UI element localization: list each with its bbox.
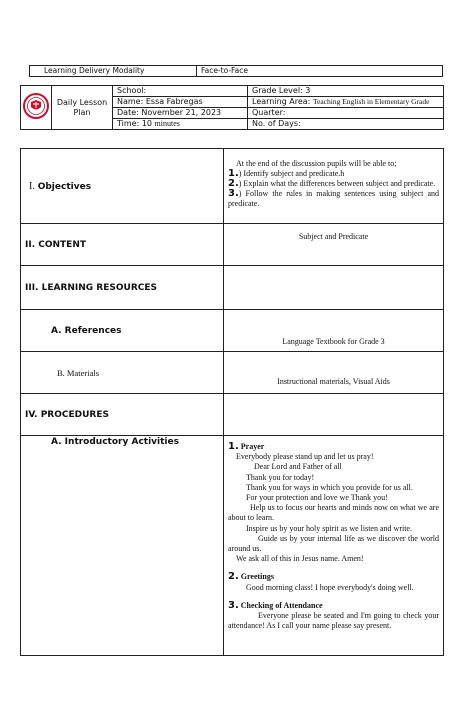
- objectives-num: I.: [29, 180, 35, 192]
- prayer-line: For your protection and love we Thank you!: [246, 493, 388, 503]
- objectives-cell: [21, 149, 224, 224]
- references-value: Language Textbook for Grade 3: [224, 310, 444, 352]
- intro-activities-content: [224, 436, 444, 656]
- objective-3: 3.) Follow the rules in making sentences using subject and predicate.: [228, 188, 439, 208]
- time-unit: minutes: [154, 119, 180, 128]
- objectives-label: Objectives: [37, 181, 92, 192]
- greetings-text: Good morning class! I hope everybody's doing well.: [246, 582, 414, 592]
- time-field: [113, 119, 248, 130]
- prayer-line: Guide us by your internal life as we discover the world around us.: [228, 533, 439, 554]
- prayer-line: We ask all of this in Jesus name. Amen!: [236, 554, 364, 564]
- dlp-title: [52, 86, 113, 130]
- learning-area-field: [248, 97, 444, 108]
- time-label: Time: 10: [117, 119, 152, 128]
- dlp-title-line2: Plan: [73, 107, 91, 117]
- header-table: [20, 85, 444, 130]
- materials-value: Instructional materials, Visual Aids: [224, 352, 444, 394]
- procedures-label: IV. PROCEDURES: [21, 394, 224, 436]
- procedures-value: [224, 394, 444, 436]
- prayer-line: Dear Lord and Father of all: [254, 462, 342, 472]
- modality-value: Face-to-Face: [197, 66, 443, 77]
- lesson-table: [20, 148, 444, 656]
- content-value: Subject and Predicate: [224, 224, 444, 266]
- date-field: Date: November 21, 2023: [113, 108, 248, 119]
- greetings-heading: 2. Greetings: [228, 571, 274, 583]
- school-field: School:: [113, 86, 248, 97]
- references-label: A. References: [21, 310, 224, 352]
- learning-area-label: Learning Area:: [252, 97, 311, 106]
- attendance-heading: 3. Checking of Attendance: [228, 599, 323, 611]
- prayer-line: Inspire us by your holy spirit as we listen and write.: [246, 523, 412, 533]
- name-field: Name: Essa Fabregas: [113, 97, 248, 108]
- resources-value: [224, 266, 444, 310]
- intro-activities-label: A. Introductory Activities: [21, 436, 224, 656]
- prayer-line: Everybody please stand up and let us pray!: [236, 452, 374, 462]
- attendance-text: Everyone please be seated and I'm going to check your attendance! As I call your name please say present.: [228, 611, 439, 631]
- modality-label: Learning Delivery Modality: [30, 66, 197, 77]
- objective-1: 1.) Identify subject and predicate.h: [228, 168, 345, 179]
- learning-area-value: Teaching English in Elementary Grade: [312, 97, 430, 106]
- prayer-line: Thank you for ways in which you provide for us all.: [246, 482, 413, 492]
- prayer-line: Help us to focus our hearts and minds now on what we are about to learn.: [228, 503, 439, 523]
- quarter-field: Quarter:: [248, 108, 444, 119]
- resources-label: III. LEARNING RESOURCES: [21, 266, 224, 310]
- prayer-line: Thank you for today!: [246, 472, 315, 482]
- content-label: II. CONTENT: [21, 224, 224, 266]
- school-logo: [21, 86, 52, 130]
- materials-label: B. Materials: [21, 352, 224, 394]
- objectives-intro: At the end of the discussion pupils will be able to;: [236, 159, 397, 168]
- seal-icon: [21, 91, 51, 121]
- grade-level-field: Grade Level: 3: [248, 86, 444, 97]
- objectives-content: [224, 149, 444, 224]
- days-field: No. of Days:: [248, 119, 444, 130]
- objective-2: 2.) Explain what the differences between subject and predicate.: [228, 178, 436, 189]
- dlp-title-line1: Daily Lesson: [56, 97, 108, 107]
- modality-table: [29, 65, 443, 77]
- prayer-heading: 1. Prayer: [228, 441, 265, 452]
